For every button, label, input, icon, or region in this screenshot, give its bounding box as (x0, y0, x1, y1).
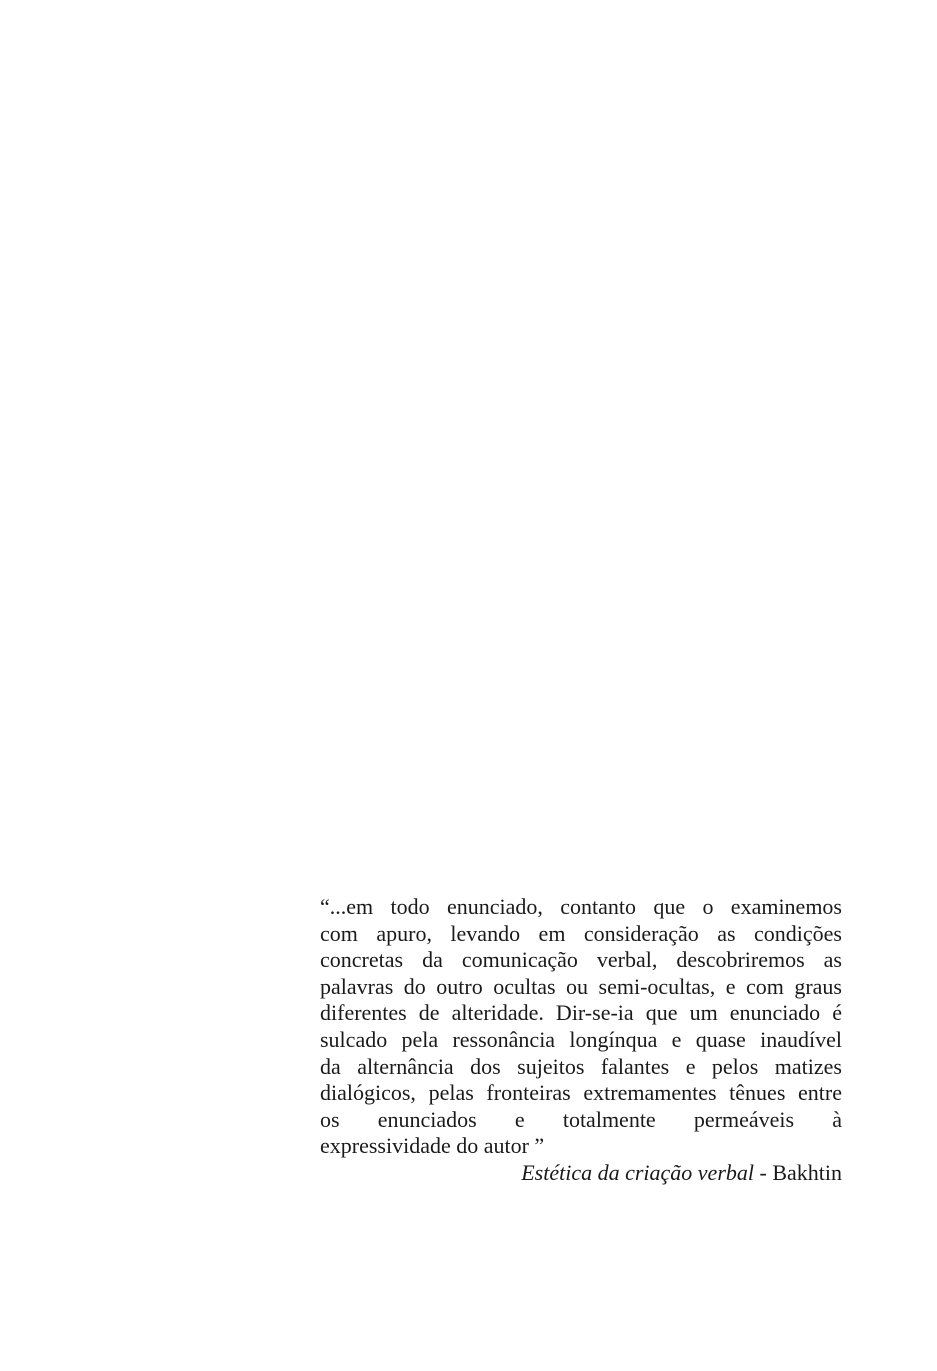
attribution-work-title: Estética da criação verbal (521, 1159, 754, 1185)
quote-line-5: diferentes de alteridade. Dir-se-ia que um enunciado é (320, 1000, 842, 1026)
quote-line-7: da alternância dos sujeitos falantes e pelos matizes (320, 1053, 842, 1079)
quote-line-6: sulcado pela ressonância longínqua e quase inaudível (320, 1026, 842, 1052)
quote-line-8: dialógicos, pelas fronteiras extremamentes tênues entre (320, 1080, 842, 1106)
quote-line-4: palavras do outro ocultas ou semi-ocultas, e com graus (320, 973, 842, 999)
quote-line-3: concretas da comunicação verbal, descobriremos as (320, 947, 842, 973)
quote-line-10: expressividade do autor ” (320, 1133, 545, 1159)
attribution (320, 1160, 842, 1187)
attribution-separator: - (754, 1159, 773, 1185)
quote-line-9: os enunciados e totalmente permeáveis à (320, 1106, 842, 1132)
epigraph-quote (320, 894, 842, 1187)
attribution-author: Bakhtin (772, 1159, 842, 1185)
quote-line-1: “...em todo enunciado, contanto que o examinemos (320, 894, 842, 919)
quote-line-2: com apuro, levando em consideração as condições (320, 920, 842, 946)
